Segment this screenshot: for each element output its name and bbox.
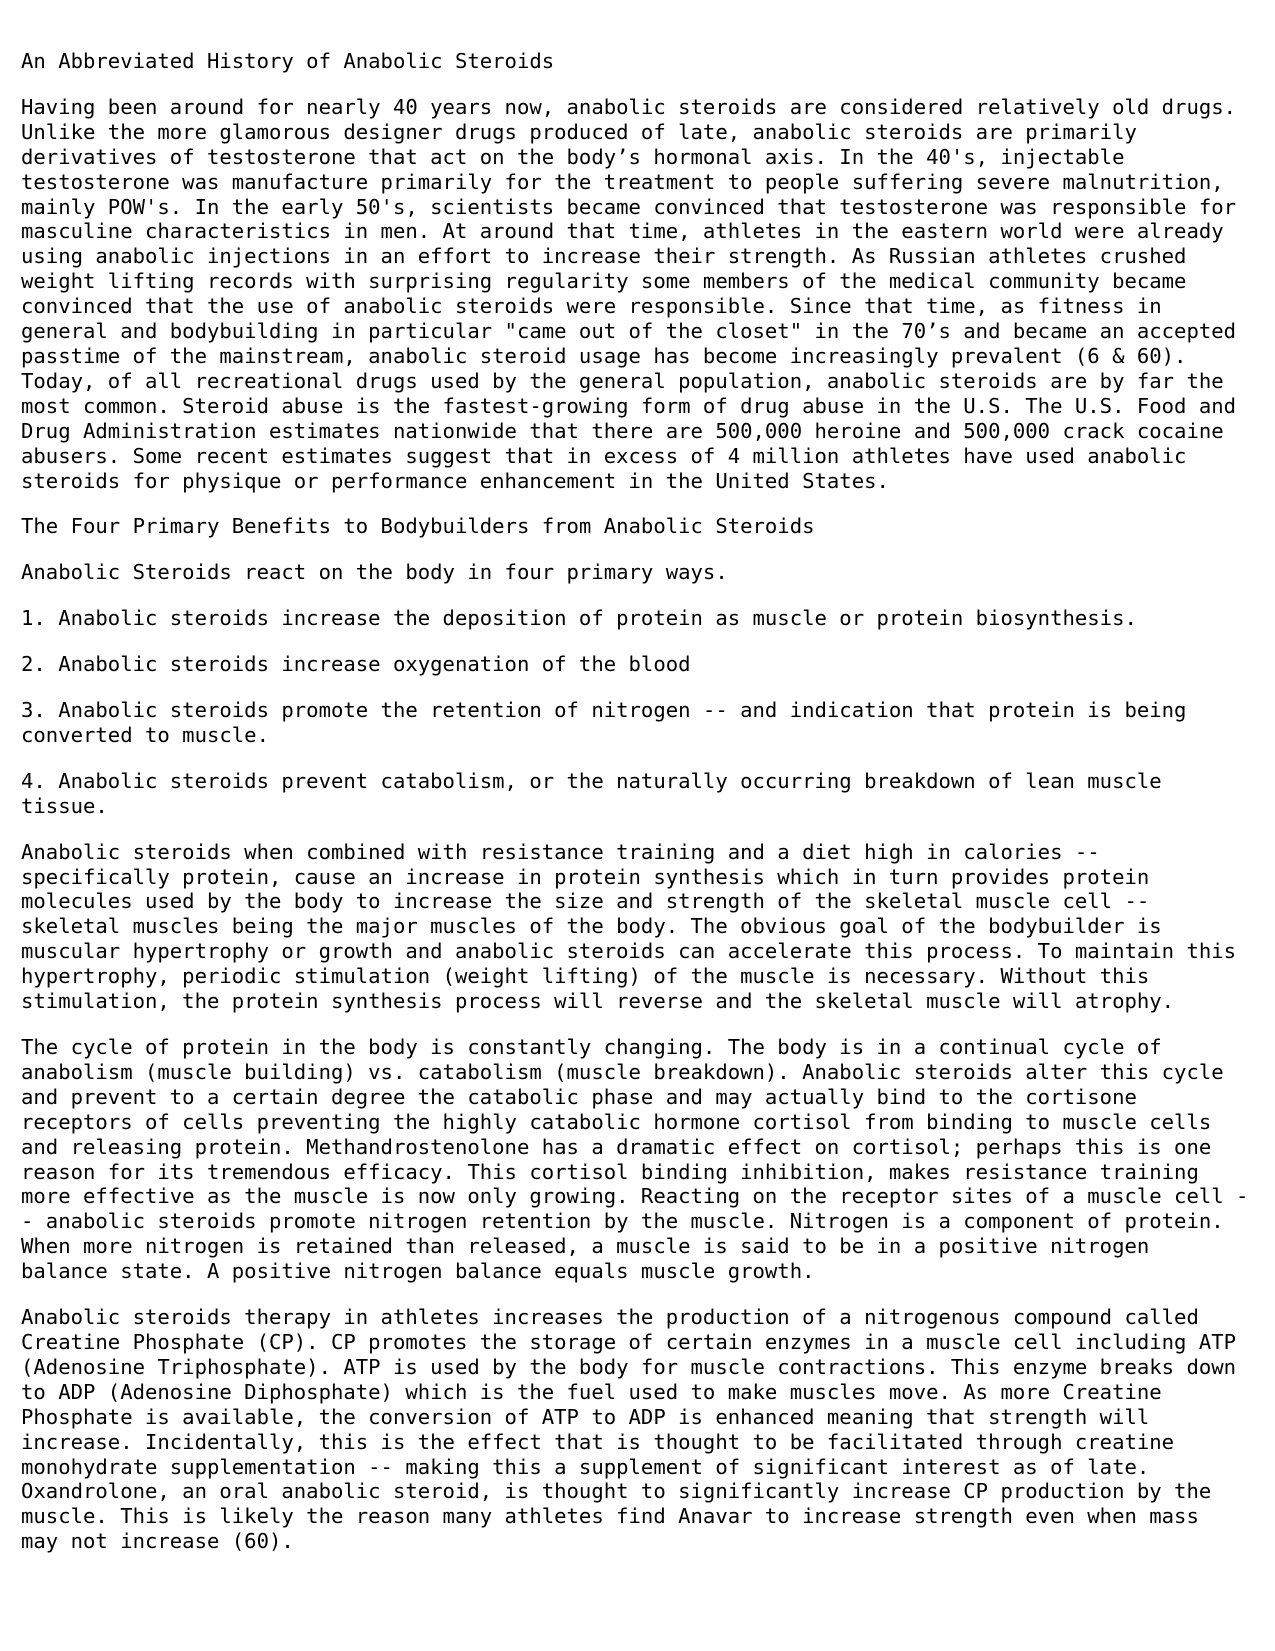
benefit-item-4: 4. Anabolic steroids prevent catabolism, or the naturally occurring breakdown of lean muscle tissue. xyxy=(21,768,1162,818)
protein-synthesis-paragraph: Anabolic steroids when combined with resistance training and a diet high in calories -- specifically protein, cause an increase in protein synthesis which in turn provides protein molecules used by the body to increase the size and strength of the skeletal muscle cell -- skeletal muscles being the major muscles of the body. The obvious goal of the bodybuilder is muscular hypertrophy or growth and anabolic steroids can accelerate this process. To maintain this hypertrophy, periodic stimulation (weight lifting) of the muscle is necessary. Without this stimulation, the protein synthesis process will reverse and the skeletal muscle will atrophy. xyxy=(21,839,1237,1014)
creatine-phosphate-paragraph: Anabolic steroids therapy in athletes increases the production of a nitrogenous compound called Creatine Phosphate (CP). CP promotes the storage of certain enzymes in a muscle cell including ATP (Adenosine Triphosphate). ATP is used by the body for muscle contractions. This enzyme breaks down to ADP (Adenosine Diphosphate) which is the fuel used to make muscles move. As more Creatine Phosphate is available, the conversion of ATP to ADP is enhanced meaning that strength will increase. Incidentally, this is the effect that is thought to be facilitated through creatine monohydrate supplementation -- making this a supplement of significant interest as of late. Oxandrolone, an oral anabolic steroid, is thought to significantly increase CP production by the muscle. This is likely the reason many athletes find Anavar to increase strength even when mass may not increase (60). xyxy=(21,1305,1237,1554)
intro-paragraph: Having been around for nearly 40 years now, anabolic steroids are considered relatively old drugs. Unlike the more glamorous designer drugs produced of late, anabolic steroids are primarily derivatives of testosterone that act on the body’s hormonal axis. In the 40's, injectable testosterone was manufacture primarily for the treatment to people suffering severe malnutrition, mainly POW's. In the early 50's, scientists became convinced that testosterone was responsible for masculine characteristics in men. At around that time, athletes in the eastern world were already using anabolic injections in an effort to increase their strength. As Russian athletes crushed weight lifting records with surprising regularity some members of the medical community became convinced that the use of anabolic steroids were responsible. Since that time, as fitness in general and bodybuilding in particular "came out of the closet" in the 70’s and became an accepted passtime of the mainstream, anabolic steroid usage has become increasingly prevalent (6 & 60). Today, of all recreational drugs used by the general population, anabolic steroids are by far the most common. Steroid abuse is the fastest-growing form of drug abuse in the U.S. The U.S. Food and Drug Administration estimates nationwide that there are 500,000 heroine and 500,000 crack cocaine abusers. Some recent estimates suggest that in excess of 4 million athletes have used anabolic steroids for physique or performance enhancement in the United States. xyxy=(21,94,1237,493)
benefit-item-1: 1. Anabolic steroids increase the deposition of protein as muscle or protein biosynthesis. xyxy=(21,606,1137,631)
benefit-item-2: 2. Anabolic steroids increase oxygenation of the blood xyxy=(21,652,691,677)
document-page xyxy=(21,49,1261,1575)
document-title: An Abbreviated History of Anabolic Steroids xyxy=(21,49,555,73)
benefit-item-3: 3. Anabolic steroids promote the retention of nitrogen -- and indication that protein is being converted to muscle. xyxy=(21,698,1187,747)
section-heading: The Four Primary Benefits to Bodybuilders from Anabolic Steroids xyxy=(21,514,815,539)
protein-cycle-paragraph: The cycle of protein in the body is constantly changing. The body is in a continual cycle of anabolism (muscle building) vs. catabolism (muscle breakdown). Anabolic steroids alter this cycle and prevent to a certain degree the catabolic phase and may actually bind to the cortisone receptors of cells preventing the highly catabolic hormone cortisol from binding to muscle cells and releasing protein. Methandrostenolone has a dramatic effect on cortisol; perhaps this is one reason for its tremendous efficacy. This cortisol binding inhibition, makes resistance training more effective as the muscle is now only growing. Reacting on the receptor sites of a muscle cell - - anabolic steroids promote nitrogen retention by the muscle. Nitrogen is a component of protein. When more nitrogen is retained than released, a muscle is said to be in a positive nitrogen balance state. A positive nitrogen balance equals muscle growth. xyxy=(21,1035,1249,1284)
section-intro: Anabolic Steroids react on the body in four primary ways. xyxy=(21,560,728,585)
